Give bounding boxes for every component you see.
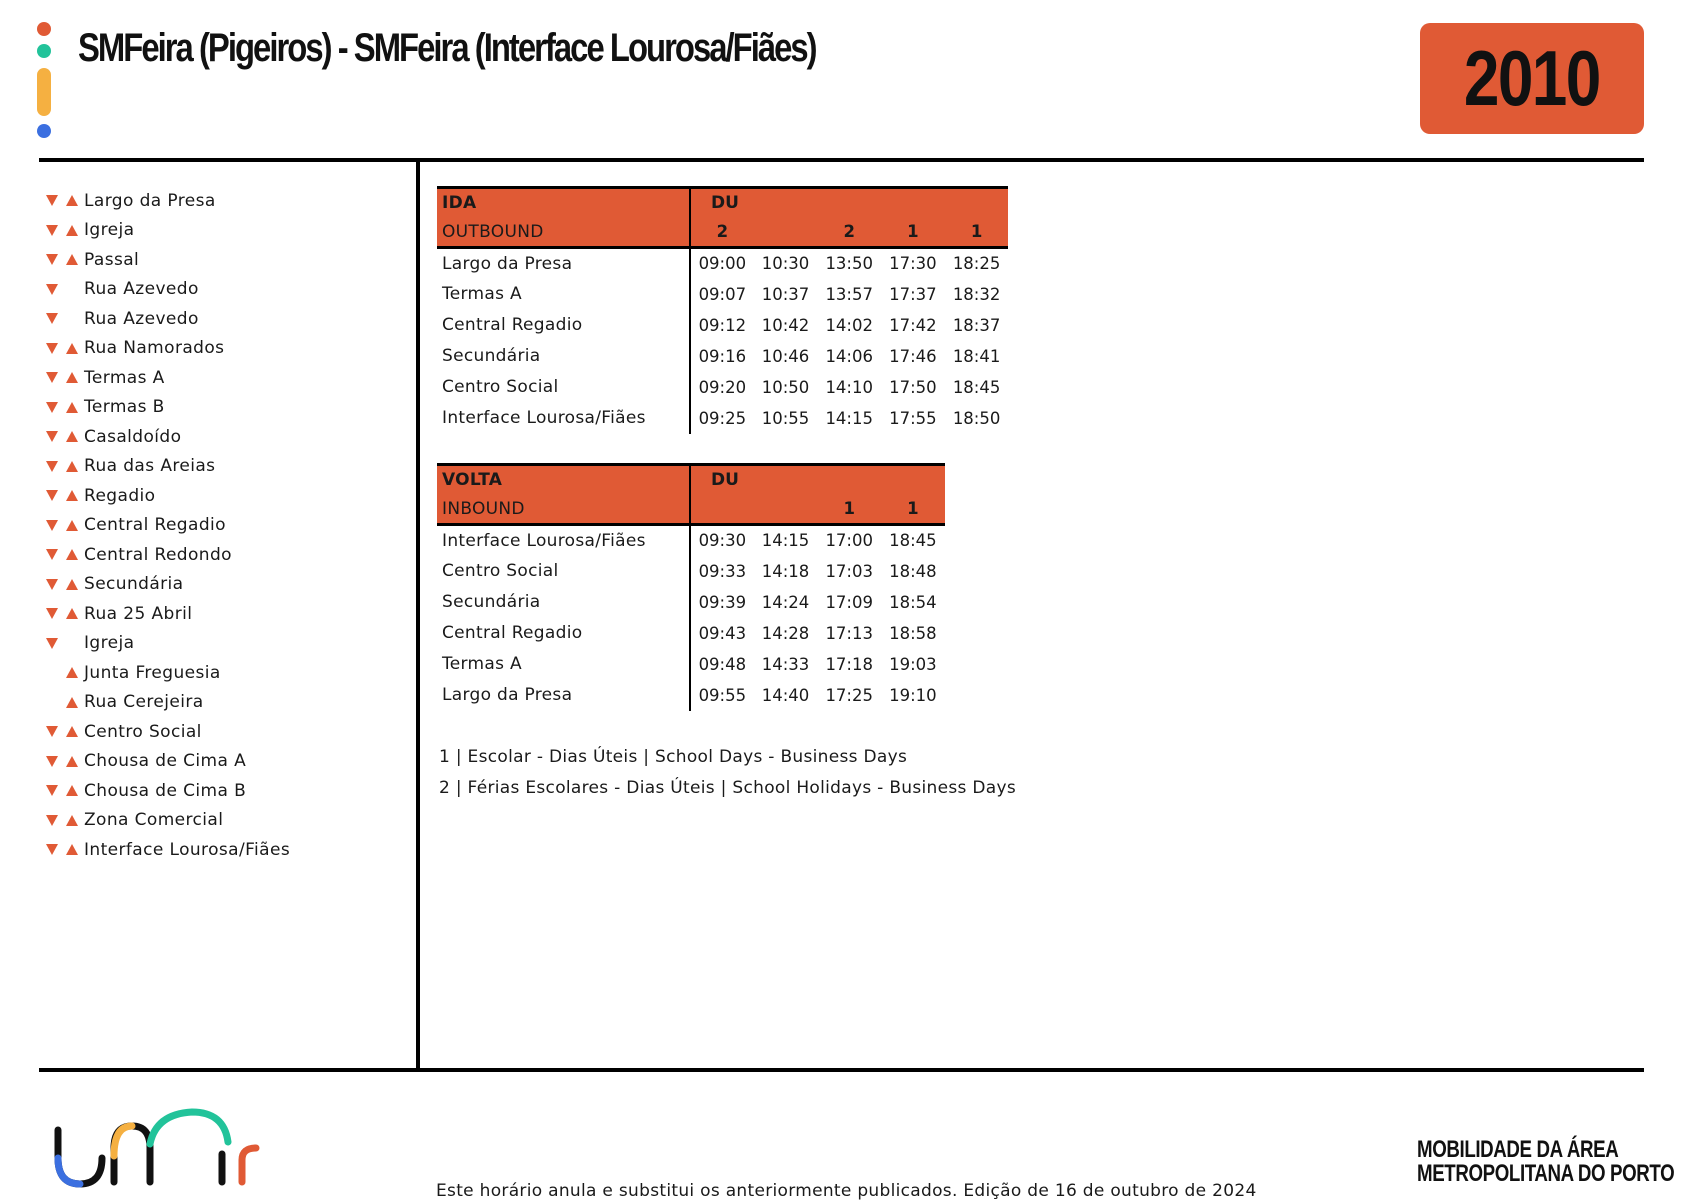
departure-time: 09:33 <box>698 561 747 581</box>
stop-name: Central Regadio <box>84 515 226 536</box>
stop-name: Termas B <box>84 397 165 418</box>
departure-time: 09:16 <box>698 346 747 366</box>
table-row <box>437 680 945 711</box>
outbound-arrow-icon <box>42 458 62 474</box>
departure-time: 18:58 <box>889 623 937 643</box>
stop-item <box>42 599 290 629</box>
outbound-arrow-icon <box>42 517 62 533</box>
stop-item <box>42 363 290 393</box>
departure-time: 18:48 <box>889 561 937 581</box>
departure-time: 18:50 <box>952 408 1001 428</box>
departure-time: 14:15 <box>761 531 810 551</box>
inbound-arrow-icon <box>62 370 82 386</box>
departure-time: 17:00 <box>825 531 873 551</box>
stop-item <box>42 304 290 334</box>
stop-item <box>42 334 290 364</box>
row-stop-name: Termas A <box>437 279 690 310</box>
outbound-timetable <box>437 186 1008 434</box>
row-stop-name: Largo da Presa <box>437 248 690 279</box>
trip-note-marker <box>690 495 754 525</box>
trip-note-marker: 2 <box>817 218 881 248</box>
departure-time: 17:09 <box>825 592 873 612</box>
inbound-arrow-icon <box>62 547 82 563</box>
row-stop-name: Termas A <box>437 649 690 680</box>
direction-label: IDA <box>437 188 690 218</box>
table-row <box>437 248 1008 279</box>
departure-time: 19:03 <box>889 654 937 674</box>
inbound-arrow-icon <box>62 694 82 710</box>
top-divider <box>39 158 1644 162</box>
table-row <box>437 372 1008 403</box>
outbound-arrow-icon <box>42 281 62 297</box>
outbound-arrow-icon <box>42 488 62 504</box>
inbound-arrow-icon <box>62 753 82 769</box>
outbound-arrow-icon <box>42 399 62 415</box>
departure-time: 09:48 <box>698 654 747 674</box>
departure-time: 13:50 <box>825 254 873 274</box>
inbound-arrow-icon <box>62 724 82 740</box>
stop-item <box>42 570 290 600</box>
departure-time: 14:24 <box>761 592 810 612</box>
stop-name: Secundária <box>84 574 184 595</box>
outbound-arrow-icon <box>42 812 62 828</box>
stop-item <box>42 216 290 246</box>
table-row <box>437 556 945 587</box>
departure-time: 10:42 <box>761 315 810 335</box>
stop-item <box>42 186 290 216</box>
stop-item <box>42 393 290 423</box>
table-subheader-row <box>437 218 1008 248</box>
inbound-arrow-icon <box>62 665 82 681</box>
stop-name: Central Redondo <box>84 544 232 565</box>
stop-item <box>42 540 290 570</box>
stop-name: Interface Lourosa/Fiães <box>84 839 291 860</box>
stop-name: Igreja <box>84 220 135 241</box>
departure-time: 13:57 <box>825 284 873 304</box>
stop-item <box>42 629 290 659</box>
bottom-divider <box>39 1068 1644 1072</box>
inbound-arrow-icon <box>62 193 82 209</box>
unir-logo-icon <box>52 1104 262 1194</box>
departure-time: 14:28 <box>761 623 810 643</box>
stop-item <box>42 658 290 688</box>
table-row <box>437 341 1008 372</box>
departure-time: 09:39 <box>698 592 747 612</box>
page-title: SMFeira (Pigeiros) - SMFeira (Interface Lourosa/Fiães) <box>78 26 816 70</box>
route-number-badge <box>1420 23 1644 134</box>
footnote: 1 | Escolar - Dias Úteis | School Days - Business Days <box>439 747 908 767</box>
departure-time: 10:55 <box>761 408 810 428</box>
row-stop-name: Largo da Presa <box>437 680 690 711</box>
table-row <box>437 587 945 618</box>
inbound-arrow-icon <box>62 635 82 651</box>
departure-time: 10:46 <box>761 346 810 366</box>
inbound-arrow-icon <box>62 488 82 504</box>
row-stop-name: Secundária <box>437 341 690 372</box>
table-header-row <box>437 188 1008 218</box>
row-stop-name: Interface Lourosa/Fiães <box>437 525 690 556</box>
inbound-arrow-icon <box>62 783 82 799</box>
trip-note-marker: 1 <box>881 218 945 248</box>
inbound-arrow-icon <box>62 281 82 297</box>
departure-time: 18:54 <box>889 592 937 612</box>
day-type-label: DU <box>690 188 1008 218</box>
stop-item <box>42 275 290 305</box>
departure-time: 18:32 <box>952 284 1001 304</box>
outbound-arrow-icon <box>42 370 62 386</box>
stop-item <box>42 511 290 541</box>
table-row <box>437 310 1008 341</box>
trip-note-marker: 2 <box>690 218 754 248</box>
column-divider <box>416 160 420 1070</box>
departure-time: 09:07 <box>698 284 747 304</box>
departure-time: 17:03 <box>825 561 873 581</box>
row-stop-name: Central Regadio <box>437 310 690 341</box>
table-header-row <box>437 465 945 495</box>
stop-item <box>42 806 290 836</box>
outbound-arrow-icon <box>42 783 62 799</box>
stop-item <box>42 717 290 747</box>
departure-time: 17:42 <box>889 315 937 335</box>
outbound-arrow-icon <box>42 311 62 327</box>
stop-item <box>42 481 290 511</box>
table-subheader-row <box>437 495 945 525</box>
table-row <box>437 279 1008 310</box>
edition-disclaimer: Este horário anula e substitui os anteriormente publicados. Edição de 16 de outubro de 2024 <box>436 1181 1257 1201</box>
departure-time: 14:18 <box>761 561 810 581</box>
trip-note-marker: 1 <box>945 218 1009 248</box>
stop-name: Centro Social <box>84 721 202 742</box>
stop-name: Chousa de Cima B <box>84 780 247 801</box>
footnotes <box>439 742 1016 804</box>
trip-note-marker <box>754 218 818 248</box>
day-type-label: DU <box>690 465 945 495</box>
inbound-timetable <box>437 463 945 711</box>
inbound-arrow-icon <box>62 222 82 238</box>
departure-time: 09:30 <box>698 531 747 551</box>
footnote: 2 | Férias Escolares - Dias Úteis | School Holidays - Business Days <box>439 778 1017 798</box>
departure-time: 14:10 <box>825 377 873 397</box>
table-row <box>437 649 945 680</box>
stop-name: Casaldoído <box>84 426 182 447</box>
stop-name: Largo da Presa <box>84 190 216 211</box>
inbound-arrow-icon <box>62 606 82 622</box>
table-row <box>437 618 945 649</box>
trip-note-marker: 1 <box>817 495 881 525</box>
outbound-arrow-icon <box>42 842 62 858</box>
table-row <box>437 525 945 556</box>
direction-sublabel: INBOUND <box>437 495 690 525</box>
departure-time: 17:55 <box>889 408 937 428</box>
outbound-arrow-icon <box>42 252 62 268</box>
departure-time: 09:25 <box>698 408 747 428</box>
table-row <box>437 403 1008 434</box>
departure-time: 18:25 <box>952 254 1001 274</box>
stop-item <box>42 688 290 718</box>
departure-time: 17:25 <box>825 685 873 705</box>
departure-time: 17:46 <box>889 346 937 366</box>
departure-time: 17:30 <box>889 254 937 274</box>
outbound-arrow-icon <box>42 635 62 651</box>
departure-time: 17:13 <box>825 623 873 643</box>
outbound-arrow-icon <box>42 665 62 681</box>
row-stop-name: Central Regadio <box>437 618 690 649</box>
stop-item <box>42 835 290 865</box>
departure-time: 09:00 <box>698 254 747 274</box>
departure-time: 10:30 <box>761 254 810 274</box>
stop-item <box>42 422 290 452</box>
inbound-arrow-icon <box>62 311 82 327</box>
departure-time: 09:20 <box>698 377 747 397</box>
outbound-arrow-icon <box>42 429 62 445</box>
outbound-arrow-icon <box>42 222 62 238</box>
stop-item <box>42 452 290 482</box>
outbound-arrow-icon <box>42 753 62 769</box>
inbound-arrow-icon <box>62 458 82 474</box>
departure-time: 17:18 <box>825 654 873 674</box>
departure-time: 18:37 <box>952 315 1001 335</box>
departure-time: 10:50 <box>761 377 810 397</box>
departure-time: 14:33 <box>761 654 810 674</box>
departure-time: 17:50 <box>889 377 937 397</box>
inbound-arrow-icon <box>62 252 82 268</box>
stop-name: Termas A <box>84 367 165 388</box>
departure-time: 14:06 <box>825 346 873 366</box>
stop-name: Rua 25 Abril <box>84 603 193 624</box>
inbound-arrow-icon <box>62 429 82 445</box>
stop-name: Rua das Areias <box>84 456 216 477</box>
inbound-arrow-icon <box>62 842 82 858</box>
route-number: 2010 <box>1464 34 1600 122</box>
inbound-arrow-icon <box>62 517 82 533</box>
stop-name: Rua Namorados <box>84 338 225 359</box>
stop-item <box>42 747 290 777</box>
stop-name: Junta Freguesia <box>84 662 221 683</box>
direction-sublabel: OUTBOUND <box>437 218 690 248</box>
stop-item <box>42 776 290 806</box>
row-stop-name: Centro Social <box>437 372 690 403</box>
stop-name: Igreja <box>84 633 135 654</box>
departure-time: 09:43 <box>698 623 747 643</box>
outbound-arrow-icon <box>42 340 62 356</box>
inbound-arrow-icon <box>62 576 82 592</box>
outbound-arrow-icon <box>42 547 62 563</box>
stop-name: Regadio <box>84 485 156 506</box>
outbound-arrow-icon <box>42 576 62 592</box>
departure-time: 19:10 <box>889 685 937 705</box>
stop-name: Rua Azevedo <box>84 279 199 300</box>
stop-list <box>42 186 290 865</box>
departure-time: 09:55 <box>698 685 747 705</box>
outbound-arrow-icon <box>42 724 62 740</box>
direction-label: VOLTA <box>437 465 690 495</box>
departure-time: 18:45 <box>952 377 1001 397</box>
departure-time: 18:45 <box>889 531 937 551</box>
row-stop-name: Interface Lourosa/Fiães <box>437 403 690 434</box>
departure-time: 14:02 <box>825 315 873 335</box>
inbound-arrow-icon <box>62 340 82 356</box>
stop-name: Chousa de Cima A <box>84 751 247 772</box>
row-stop-name: Centro Social <box>437 556 690 587</box>
inbound-arrow-icon <box>62 812 82 828</box>
departure-time: 14:15 <box>825 408 873 428</box>
stop-name: Passal <box>84 249 140 270</box>
departure-time: 17:37 <box>889 284 937 304</box>
agency-logo: MOBILIDADE DA ÁREA METROPOLITANA DO PORTO <box>1417 1136 1675 1187</box>
inbound-arrow-icon <box>62 399 82 415</box>
stop-name: Zona Comercial <box>84 810 224 831</box>
departure-time: 09:12 <box>698 315 747 335</box>
outbound-arrow-icon <box>42 606 62 622</box>
row-stop-name: Secundária <box>437 587 690 618</box>
stop-item <box>42 245 290 275</box>
outbound-arrow-icon <box>42 193 62 209</box>
departure-time: 10:37 <box>761 284 810 304</box>
departure-time: 18:41 <box>952 346 1001 366</box>
departure-time: 14:40 <box>761 685 810 705</box>
outbound-arrow-icon <box>42 694 62 710</box>
stop-name: Rua Cerejeira <box>84 692 204 713</box>
stop-name: Rua Azevedo <box>84 308 199 329</box>
trip-note-marker: 1 <box>881 495 945 525</box>
trip-note-marker <box>754 495 818 525</box>
